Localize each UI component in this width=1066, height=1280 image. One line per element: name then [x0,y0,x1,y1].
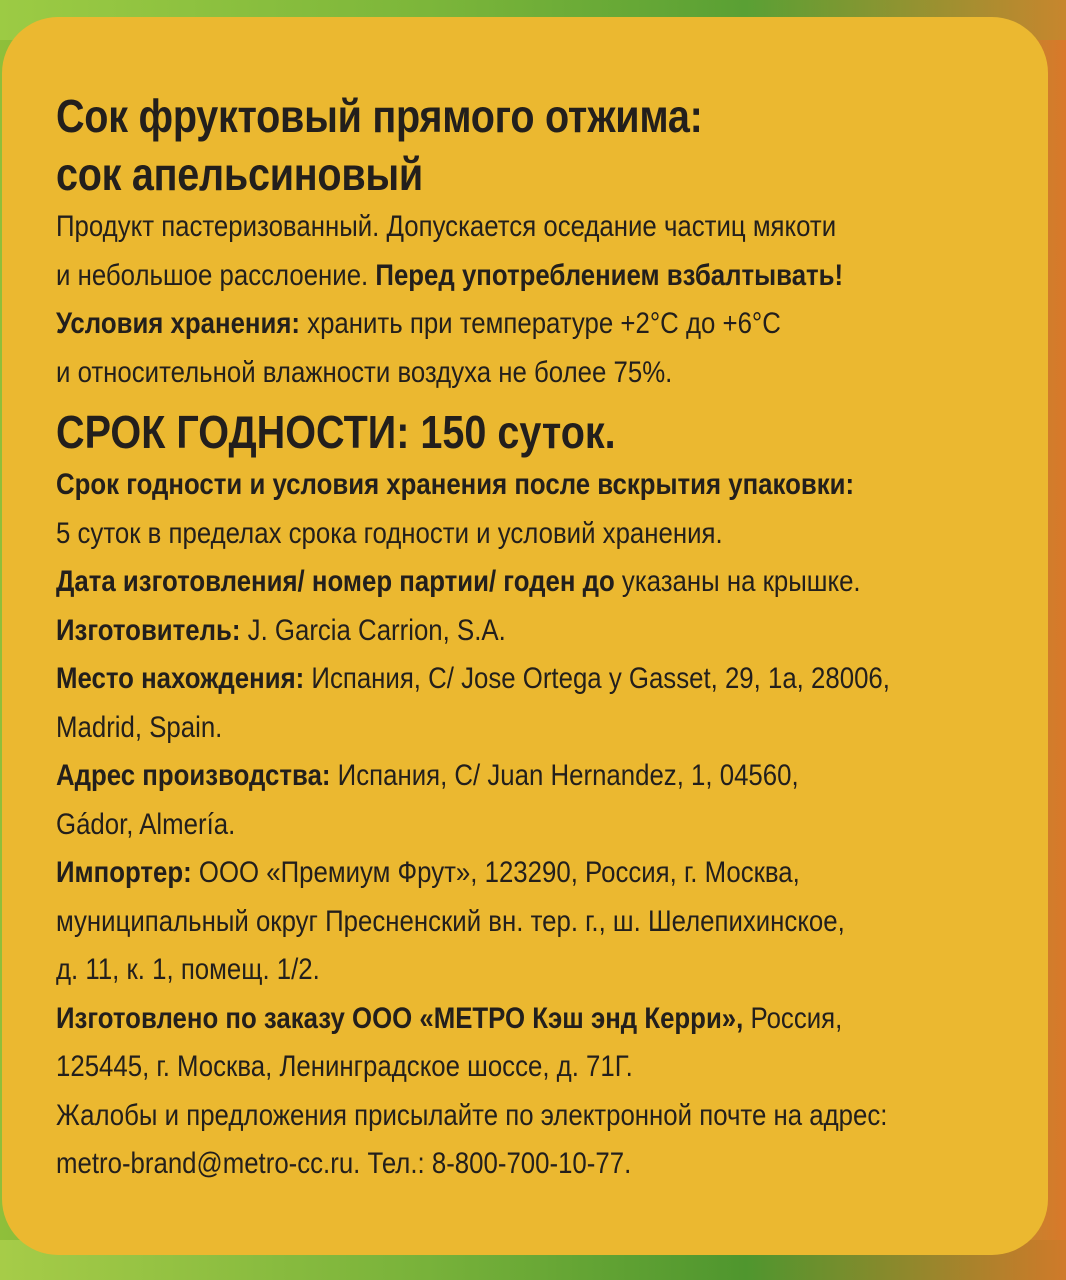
importer-label: Импортер: [56,856,192,889]
location-text-1: Испания, C/ Jose Ortega y Gasset, 29, 1a, 28006, [304,662,890,695]
importer-text-3: д. 11, к. 1, помещ. 1/2. [56,953,320,986]
manufacturer-label: Изготовитель: [56,613,241,647]
ordered-by [56,995,1045,1092]
location-label: Место нахождения: [56,662,305,695]
order-text-1: Россия, [743,1001,843,1035]
shake-warning: Перед употреблением взбалтывать! [375,258,844,292]
location [56,655,1045,752]
complaints-text-2: metro-brand@metro-cc.ru. Тел.: 8-800-700-10-77. [56,1147,632,1180]
importer-text-2: муниципальный округ Пресненский вн. тер. г., ш. Шелепихинское, [56,904,845,938]
production-address [56,752,1045,849]
production-label: Адрес производства: [56,759,331,792]
manufacturer-text: J. Garcia Carrion, S.A. [240,613,506,647]
date-label: Дата изготовления/ номер партии/ годен до [56,565,615,598]
date-text: указаны на крышке. [614,565,861,598]
after-opening-label: Срок годности и условия хранения после вскрытия упаковки: [56,468,855,501]
intro-paragraph [56,203,1045,300]
importer [56,849,1045,995]
production-date [56,558,1045,607]
intro-line-1: Продукт пастеризованный. Допускается оседание частиц мякоти [56,210,837,243]
order-text-2: 125445, г. Москва, Ленинградское шоссе, д. 71Г. [56,1050,633,1083]
storage-conditions [56,300,1045,397]
order-label: Изготовлено по заказу ООО «МЕТРО Кэш энд Керри», [56,1001,744,1035]
title-line-1: Сок фруктовый прямого отжима: [56,90,703,142]
complaints-text-1: Жалобы и предложения присылайте по электронной почте на адрес: [56,1098,888,1132]
title-line-2: сок апельсиновый [56,148,423,200]
label-panel [2,17,1048,1255]
manufacturer [56,607,1045,656]
shelf-life-heading: СРОК ГОДНОСТИ: 150 суток. [56,406,616,458]
location-text-2: Madrid, Spain. [56,710,223,744]
importer-text-1: ООО «Премиум Фрут», 123290, Россия, г. Москва, [191,856,800,889]
production-text-1: Испания, C/ Juan Hernandez, 1, 04560, [330,759,799,792]
intro-line-2 [56,252,1045,301]
production-text-2: Gádor, Almería. [56,807,236,841]
storage-text-1: хранить при температуре +2°С до +6°С [300,307,781,340]
storage-line-1 [56,300,1045,349]
storage-label: Условия хранения: [56,307,301,340]
after-opening-text: 5 суток в пределах срока годности и условий хранения. [56,516,723,550]
after-opening [56,461,1045,558]
storage-line-2: и относительной влажности воздуха не более 75%. [56,355,673,389]
intro-line-2-text: и небольшое расслоение. [56,258,376,292]
product-title [56,87,1045,203]
complaints [56,1092,1045,1189]
